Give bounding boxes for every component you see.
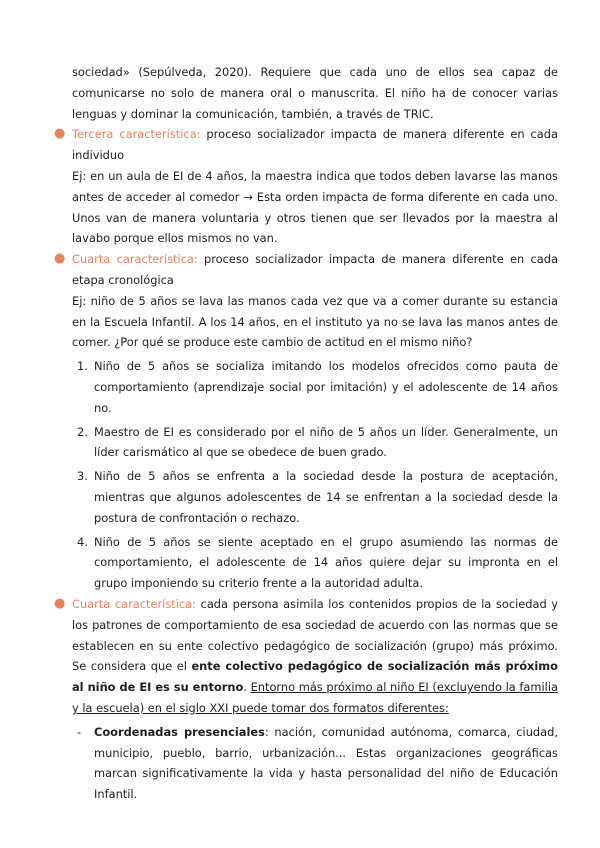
fifth-after-bold: . <box>243 680 251 695</box>
bullet-fifth-characteristic <box>54 594 559 805</box>
fourth-heading <box>72 249 558 291</box>
fourth-text: proceso socializador impacta de manera diferente en cada etapa cronológica <box>72 252 558 287</box>
bullet-dot-icon: ● <box>54 595 66 611</box>
item-number: 3. <box>77 469 88 484</box>
bullet-dot-icon: ● <box>54 251 66 267</box>
third-text: proceso socializador impacta de manera diferente en cada individuo <box>72 127 558 163</box>
fifth-bold-text: ente colectivo pedagógico de socialización más próximo al niño de EI es su entorno <box>72 659 558 695</box>
dash-item-body: : nación, comunidad autónoma, comarca, ciudad, municipio, pueblo, barrio, urbanización... Estas organizaciones geográficas marcan significativamente la vida y hasta personalidad del niño de Educación Infantil. <box>94 724 558 802</box>
dash-list-item <box>77 722 558 805</box>
item-text: Niño de 5 años se siente aceptado en el grupo asumiendo las normas de comportamiento, el adolescente de 14 años quiere dejar su impronta en el grupo imponiendo su criterio frente a la autoridad adulta. <box>94 534 558 591</box>
fifth-label: Cuarta característica: <box>72 596 196 611</box>
item-text: Maestro de EI es considerado por el niño de 5 años un líder. Generalmente, un líder carismático al que se obedece de buen grado. <box>94 424 558 460</box>
fifth-text: cada persona asimila los contenidos propios de la sociedad y los patrones de comportamiento de esa sociedad de acuerdo con las normas que se establecen en su ente colectivo pedagógico de socialización (grupo) más próximo. Se considera que el <box>72 596 559 674</box>
bullet-third-characteristic <box>54 124 558 249</box>
item-number: 4. <box>77 534 88 549</box>
paragraph-continuation: sociedad» (Sepúlveda, 2020). Requiere que cada uno de ellos sea capaz de comunicarse no solo de manera oral o manuscrita. El niño ha de conocer varias lenguas y dominar la comunicación, también, a través de TRIC. <box>72 65 558 121</box>
item-text: Niño de 5 años se socializa imitando los modelos ofrecidos como pauta de comportamiento (aprendizaje social por imitación) y el adolescente de 14 años no. <box>94 359 558 415</box>
fifth-paragraph <box>72 594 558 719</box>
dash-marker: - <box>77 724 82 739</box>
dash-item-text <box>94 722 558 805</box>
third-example: Ej: en un aula de EI de 4 años, la maestra indica que todos deben lavarse las manos antes de acceder al comedor → Esta orden impacta de forma diferente en cada uno. Unos van de manera voluntaria y otros tienen que ser llevados por la maestra al lavabo porque ellos mismos no van. <box>72 168 558 246</box>
fourth-example: Ej: niño de 5 años se lava las manos cada vez que va a comer durante su estancia en la Escuela Infantil. A los 14 años, en el instituto ya no se lava las manos antes de comer. ¿Por qué se produce este cambio de actitud en el mismo niño? <box>72 293 558 350</box>
fourth-label: Cuarta característica: <box>72 252 198 267</box>
fifth-underlined-text: Entorno más próximo al niño EI (excluyendo la familia y la escuela) en el siglo XXI puede tomar dos formatos diferentes: <box>72 680 558 715</box>
document-body <box>54 62 559 805</box>
numbered-item <box>77 532 558 594</box>
item-text: Niño de 5 años se enfrenta a la sociedad desde la postura de aceptación, mientras que algunos adolescentes de 14 se enfrentan a la sociedad desde la postura de confrontación o rechazo. <box>94 469 558 525</box>
numbered-item <box>77 356 558 418</box>
item-number: 1. <box>77 359 88 374</box>
numbered-item <box>77 422 558 464</box>
bullet-fourth-characteristic <box>54 249 558 594</box>
dash-item-bold: Coordenadas presenciales <box>94 724 265 739</box>
bullet-dot-icon: ● <box>54 126 66 142</box>
item-number: 2. <box>77 424 88 439</box>
third-heading <box>72 124 558 166</box>
numbered-item <box>77 466 558 528</box>
third-label: Tercera característica: <box>72 127 201 142</box>
